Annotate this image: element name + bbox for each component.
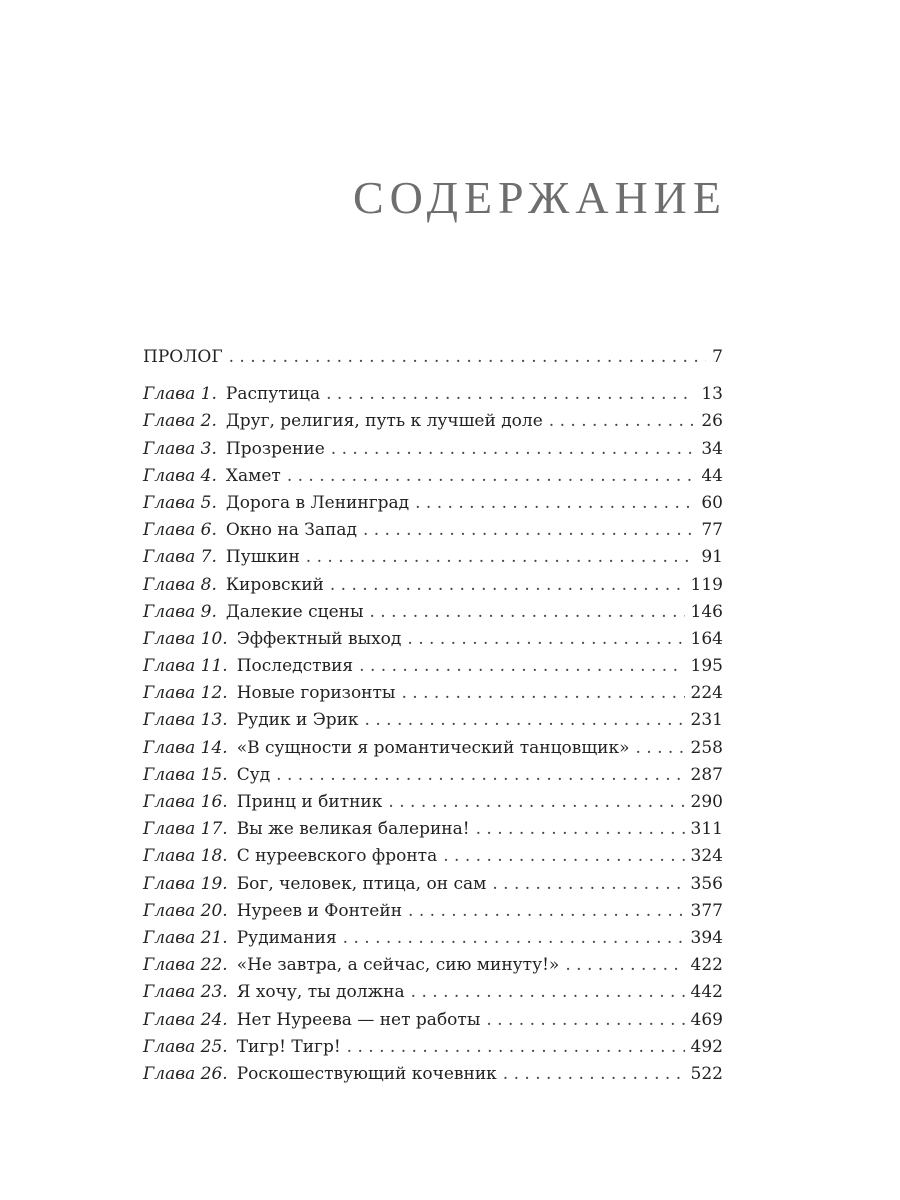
dot-leader: [359, 653, 684, 680]
chapter-title: Кировский: [225, 574, 324, 595]
chapter-page-number: 195: [690, 656, 723, 677]
toc-row: [143, 871, 723, 898]
dot-leader: [330, 572, 685, 599]
dot-leader: [287, 463, 696, 490]
chapter-page-number: 324: [690, 846, 723, 867]
chapter-label: Глава 9.: [143, 601, 217, 622]
chapter-page-number: 258: [690, 737, 723, 758]
chapter-page-number: 91: [701, 547, 723, 568]
chapter-label: Глава 25.: [143, 1036, 228, 1057]
toc-row: [143, 436, 723, 463]
toc-row: [143, 735, 723, 762]
toc-row: [143, 707, 723, 734]
toc-row: [143, 381, 723, 408]
dot-leader: [476, 816, 685, 843]
chapter-label: Глава 16.: [143, 792, 228, 812]
toc-row: [143, 680, 723, 707]
chapter-title: Последствия: [236, 656, 354, 677]
dot-leader: [503, 1061, 685, 1088]
chapter-title: Нуреев и Фонтейн: [236, 900, 403, 921]
chapter-label: Глава 1.: [143, 384, 217, 405]
chapter-page-number: 290: [690, 792, 723, 812]
chapter-title: Далекие сцены: [225, 601, 364, 622]
prologue-title: ПРОЛОГ: [143, 347, 223, 367]
chapter-title: Тигр! Тигр!: [236, 1036, 341, 1057]
chapter-label: Глава 15.: [143, 764, 228, 785]
toc-row-prologue: [143, 344, 723, 371]
chapter-page-number: 422: [690, 955, 723, 976]
chapter-label: Глава 2.: [143, 411, 217, 432]
chapter-title: Суд: [236, 764, 271, 785]
chapter-page-number: 146: [690, 601, 723, 622]
toc-row: [143, 408, 723, 435]
chapter-label: Глава 13.: [143, 710, 228, 731]
chapter-label: Глава 4.: [143, 465, 217, 486]
chapter-title: Эффектный выход: [236, 628, 402, 649]
chapter-page-number: 44: [701, 465, 723, 486]
chapter-page-number: 77: [701, 520, 723, 541]
chapter-page-number: 164: [690, 628, 723, 649]
dot-leader: [343, 925, 685, 952]
chapter-label: Глава 11.: [143, 656, 228, 677]
dot-leader: [326, 381, 695, 408]
chapter-label: Глава 17.: [143, 819, 228, 840]
toc-row: [143, 490, 723, 517]
toc-row: [143, 1007, 723, 1034]
chapter-label: Глава 19.: [143, 873, 228, 894]
chapter-label: Глава 26.: [143, 1063, 228, 1084]
chapter-title: Нет Нуреева — нет работы: [236, 1009, 481, 1030]
chapter-title: Вы же великая балерина!: [236, 819, 470, 840]
chapter-page-number: 492: [690, 1036, 723, 1057]
toc-row: [143, 925, 723, 952]
chapter-label: Глава 5.: [143, 492, 217, 513]
toc-row: [143, 816, 723, 843]
chapter-page-number: 119: [690, 574, 723, 595]
chapter-label: Глава 23.: [143, 982, 228, 1003]
chapter-page-number: 377: [690, 900, 723, 921]
chapter-label: Глава 7.: [143, 547, 217, 568]
dot-leader: [415, 490, 695, 517]
chapter-title: Дорога в Ленинград: [225, 492, 410, 513]
chapter-title: Рудимания: [236, 927, 337, 948]
chapter-title: «В сущности я романтический танцовщик»: [236, 737, 630, 758]
chapter-title: Роскошествующий кочевник: [236, 1063, 497, 1084]
chapter-title: Пушкин: [225, 547, 300, 568]
chapter-page-number: 469: [690, 1009, 723, 1030]
dot-leader: [565, 952, 684, 979]
dot-leader: [276, 762, 684, 789]
chapter-page-number: 394: [690, 927, 723, 948]
chapter-label: Глава 10.: [143, 628, 228, 649]
chapter-page-number: 224: [690, 683, 723, 704]
dot-leader: [636, 735, 685, 762]
toc-row: [143, 1061, 723, 1088]
dot-leader: [401, 680, 684, 707]
dot-leader: [408, 898, 685, 925]
chapter-title: Новые горизонты: [236, 683, 396, 704]
dot-leader: [331, 436, 696, 463]
chapter-title: Распутица: [225, 384, 321, 405]
chapter-label: Глава 24.: [143, 1009, 228, 1030]
toc-row: [143, 762, 723, 789]
chapter-title: Друг, религия, путь к лучшей доле: [225, 411, 543, 432]
chapter-label: Глава 18.: [143, 846, 228, 867]
page-title: СОДЕРЖАНИЕ: [352, 172, 727, 223]
chapter-title: Я хочу, ты должна: [236, 982, 405, 1003]
chapter-label: Глава 14.: [143, 737, 228, 758]
chapter-title: Окно на Запад: [225, 520, 357, 541]
dot-leader: [549, 408, 696, 435]
dot-leader: [229, 344, 707, 371]
dot-leader: [443, 843, 684, 870]
chapter-title: С нуреевского фронта: [236, 846, 438, 867]
chapter-page-number: 26: [701, 411, 723, 432]
dot-leader: [365, 707, 685, 734]
chapter-page-number: 231: [690, 710, 723, 731]
dot-leader: [306, 544, 696, 571]
toc-row: [143, 572, 723, 599]
chapter-page-number: 60: [701, 492, 723, 513]
chapter-label: Глава 21.: [143, 927, 228, 948]
table-of-contents: [143, 344, 723, 1088]
dot-leader: [407, 626, 684, 653]
chapter-label: Глава 3.: [143, 438, 217, 459]
chapter-label: Глава 20.: [143, 900, 228, 921]
chapter-title: «Не завтра, а сейчас, сию минуту!»: [236, 955, 560, 976]
toc-row: [143, 599, 723, 626]
dot-leader: [370, 599, 685, 626]
toc-row: [143, 843, 723, 870]
chapter-page-number: 13: [701, 384, 723, 405]
chapter-title: Прозрение: [225, 438, 325, 459]
toc-row: [143, 952, 723, 979]
toc-row: [143, 979, 723, 1006]
chapter-page-number: 356: [690, 873, 723, 894]
dot-leader: [363, 517, 695, 544]
toc-row: [143, 463, 723, 490]
dot-leader: [492, 871, 684, 898]
chapter-label: Глава 12.: [143, 683, 228, 704]
dot-leader: [347, 1034, 685, 1061]
toc-row: [143, 653, 723, 680]
dot-leader: [486, 1007, 684, 1034]
chapter-title: Принц и битник: [236, 792, 383, 812]
toc-row: [143, 789, 723, 816]
chapter-label: Глава 6.: [143, 520, 217, 541]
chapter-page-number: 34: [701, 438, 723, 459]
toc-row: [143, 1034, 723, 1061]
chapter-label: Глава 22.: [143, 955, 228, 976]
toc-row: [143, 626, 723, 653]
chapter-title: Бог, человек, птица, он сам: [236, 873, 487, 894]
dot-leader: [411, 979, 685, 1006]
chapter-page-number: 522: [690, 1063, 723, 1084]
dot-leader: [388, 789, 684, 816]
chapter-page-number: 442: [690, 982, 723, 1003]
chapter-title: Хамет: [225, 465, 281, 486]
prologue-page-number: 7: [712, 347, 723, 367]
chapter-label: Глава 8.: [143, 574, 217, 595]
chapter-page-number: 311: [690, 819, 723, 840]
toc-row: [143, 544, 723, 571]
chapter-page-number: 287: [690, 764, 723, 785]
toc-row: [143, 898, 723, 925]
chapter-list: [143, 381, 723, 1088]
chapter-title: Рудик и Эрик: [236, 710, 359, 731]
toc-row: [143, 517, 723, 544]
